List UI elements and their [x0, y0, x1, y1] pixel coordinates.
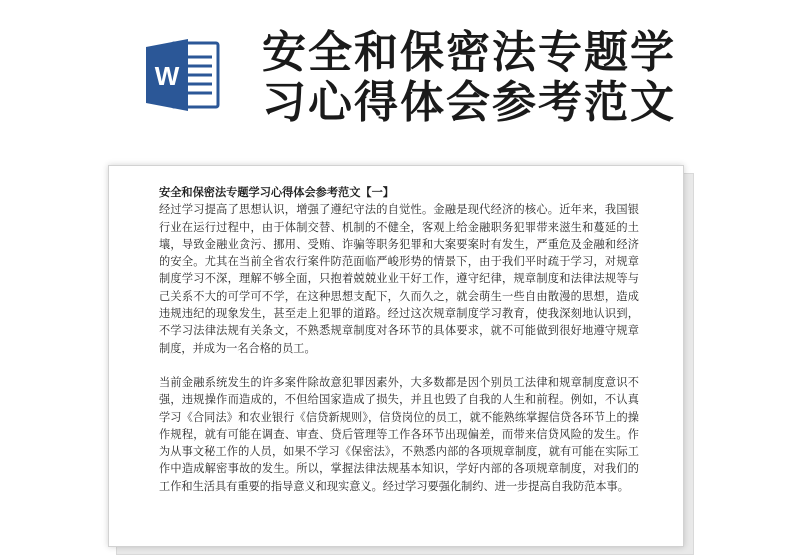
document-preview	[108, 165, 692, 545]
document-body	[159, 184, 639, 495]
page-header	[0, 0, 800, 150]
title-line-1: 安全和保密法专题学	[262, 27, 676, 78]
word-document-icon	[142, 35, 222, 115]
document-paragraph: 当前金融系统发生的许多案件除故意犯罪因素外，大多数都是因个别员工法律和规章制度意识不强，违规操作而造成的，不但给国家造成了损失，并且也毁了自我的人生和前程。例如，不认真学习《合同法》和农业银行《信贷新规则》，信贷岗位的员工，就不能熟练掌握信贷各环节上的操作规程，就有可能在调查、审查、贷后管理等工作各环节出现偏差，而带来信贷风险的发生。作为从事文秘工作的人员，如果不学习《保密法》，不熟悉内部的各项规章制度，就有可能在实际工作中造成解密事故的发生。所以，掌握法律法规基本知识，学好内部的各项规章制度，对我们的工作和生活具有重要的指导意义和现实意义。经过学习要强化制约、进一步提高自我防范本事。	[159, 375, 639, 493]
document-paragraph: 经过学习提高了思想认识，增强了遵纪守法的自觉性。金融是现代经济的核心。近年来，我国银行业在运行过程中，由于体制交替、机制的不健全，客观上给金融职务犯罪带来滋生和蔓延的土壤，导致金融业贪污、挪用、受贿、诈骗等职务犯罪和大案要案时有发生，严重危及金融和经济的安全。尤其在当前全省农行案件防范面临严峻形势的情景下，由于我们平时疏于学习，对规章制度学习不深，理解不够全面，只抱着兢兢业业干好工作，遵守纪律，规章制度和法律法规等与己关系不大的可学可不学，在这种思想支配下，久而久之，就会萌生一些自由散漫的思想，造成违规违纪的现象发生，甚至走上犯罪的道路。经过这次规章制度学习教育，使我深刻地认识到，不学习法律法规有关条文，不熟悉规章制度对各环节的具体要求，就不可能做到很好地遵守规章制度，并成为一名合格的员工。	[159, 203, 639, 355]
word-icon-letter: W	[154, 61, 180, 91]
document-heading: 安全和保密法专题学习心得体会参考范文【一】	[159, 186, 394, 199]
document-page	[108, 165, 684, 547]
page-title	[262, 28, 782, 128]
title-line-2: 习心得体会参考范文	[262, 77, 676, 128]
